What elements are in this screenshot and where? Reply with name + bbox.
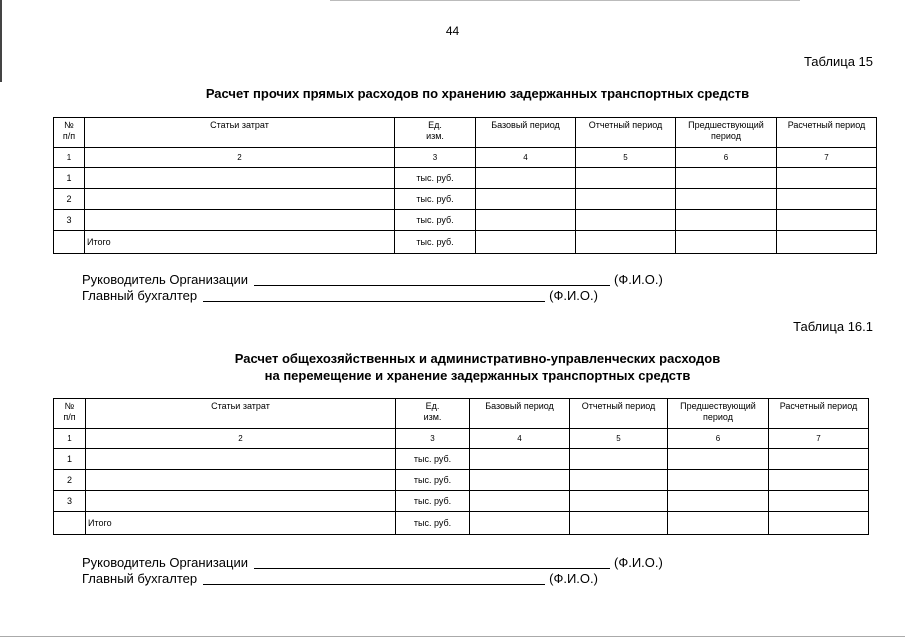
header-cell-report-period: Отчетный период [576,118,676,148]
row-item [86,491,396,512]
empty-cell [576,168,676,189]
signature-line [254,285,610,286]
signature-fio: (Ф.И.О.) [549,288,598,303]
table-16-label: Таблица 16.1 [793,319,873,334]
header-cell-previous-period: Предшествующий период [668,399,769,429]
signature-head [82,555,663,570]
signature-role: Главный бухгалтер [82,288,198,303]
empty-cell [769,449,869,470]
empty-cell [476,189,576,210]
header-cell-report-period: Отчетный период [570,399,668,429]
row-unit: тыс. руб. [395,189,476,210]
empty-cell [769,470,869,491]
row-unit: тыс. руб. [395,231,476,254]
column-number: 4 [470,429,570,449]
row-number [54,231,85,254]
table-15-label: Таблица 15 [803,54,873,69]
empty-cell [777,168,877,189]
table-row [54,470,869,491]
empty-cell [676,231,777,254]
row-item [86,470,396,491]
table-total-row [54,512,869,535]
column-number: 2 [86,429,396,449]
scan-edge-left [0,0,2,82]
table-16-caption-line: на перемещение и хранение задержанных транспортных средств [264,368,691,383]
empty-cell [668,449,769,470]
empty-cell [476,168,576,189]
column-number: 4 [476,148,576,168]
empty-cell [576,231,676,254]
table-row [54,189,877,210]
header-cell-calc-period: Расчетный период [777,118,877,148]
signature-role: Руководитель Организации [82,555,248,570]
row-unit: тыс. руб. [395,210,476,231]
signature-role: Руководитель Организации [82,272,248,287]
table-16-caption-line: Расчет общехозяйственных и административно-управленческих расходов [234,351,721,366]
empty-cell [777,210,877,231]
empty-cell [470,470,570,491]
empty-cell [570,491,668,512]
row-unit: тыс. руб. [396,449,470,470]
empty-cell [668,470,769,491]
table-header-row [54,118,877,148]
row-number: 2 [54,470,86,491]
header-cell-calc-period: Расчетный период [769,399,869,429]
header-cell-previous-period: Предшествующий период [676,118,777,148]
row-number: 3 [54,210,85,231]
signature-accountant [82,288,598,303]
signature-line [203,584,545,585]
row-item [85,168,395,189]
row-number: 1 [54,168,85,189]
header-cell-item: Статьи затрат [86,399,396,429]
column-number: 5 [570,429,668,449]
row-number: 2 [54,189,85,210]
table-row [54,449,869,470]
header-cell-base-period: Базовый период [476,118,576,148]
row-item [86,449,396,470]
row-item-total: Итого [85,231,395,254]
table-row [54,210,877,231]
signature-fio: (Ф.И.О.) [614,555,663,570]
signature-accountant [82,571,598,586]
empty-cell [769,491,869,512]
empty-cell [470,449,570,470]
empty-cell [470,491,570,512]
signature-fio: (Ф.И.О.) [614,272,663,287]
scan-edge-top [330,0,800,1]
empty-cell [668,491,769,512]
empty-cell [777,189,877,210]
row-item [85,210,395,231]
signature-line [203,301,545,302]
header-cell-number: № п/п [54,118,85,148]
header-cell-number: № п/п [54,399,86,429]
column-number: 1 [54,429,86,449]
column-number: 3 [396,429,470,449]
page-number: 44 [445,24,460,38]
row-number: 1 [54,449,86,470]
empty-cell [676,189,777,210]
table-15-caption-line: Расчет прочих прямых расходов по хранению задержанных транспортных средств [205,86,750,101]
column-number: 7 [769,429,869,449]
table-header-row [54,399,869,429]
empty-cell [777,231,877,254]
table-16-caption [0,350,905,384]
table-15 [53,117,877,254]
header-cell-unit: Ед. изм. [396,399,470,429]
row-item [85,189,395,210]
empty-cell [676,168,777,189]
empty-cell [570,512,668,535]
row-unit: тыс. руб. [395,168,476,189]
table-16-1 [53,398,869,535]
header-cell-unit: Ед. изм. [395,118,476,148]
row-unit: тыс. руб. [396,512,470,535]
table-row [54,491,869,512]
row-unit: тыс. руб. [396,470,470,491]
empty-cell [570,449,668,470]
signature-fio: (Ф.И.О.) [549,571,598,586]
column-number: 7 [777,148,877,168]
column-number: 6 [668,429,769,449]
header-cell-base-period: Базовый период [470,399,570,429]
empty-cell [668,512,769,535]
empty-cell [676,210,777,231]
column-number: 5 [576,148,676,168]
column-number: 3 [395,148,476,168]
row-number [54,512,86,535]
row-unit: тыс. руб. [396,491,470,512]
row-number: 3 [54,491,86,512]
signature-role: Главный бухгалтер [82,571,198,586]
column-number-row [54,148,877,168]
empty-cell [769,512,869,535]
empty-cell [576,189,676,210]
table-15-caption [0,85,905,102]
empty-cell [570,470,668,491]
empty-cell [476,210,576,231]
column-number: 2 [85,148,395,168]
scan-edge-bottom [0,636,905,637]
empty-cell [470,512,570,535]
empty-cell [576,210,676,231]
header-cell-item: Статьи затрат [85,118,395,148]
row-item-total: Итого [86,512,396,535]
column-number: 1 [54,148,85,168]
column-number-row [54,429,869,449]
column-number: 6 [676,148,777,168]
empty-cell [476,231,576,254]
table-row [54,168,877,189]
signature-line [254,568,610,569]
signature-head [82,272,663,287]
table-total-row [54,231,877,254]
